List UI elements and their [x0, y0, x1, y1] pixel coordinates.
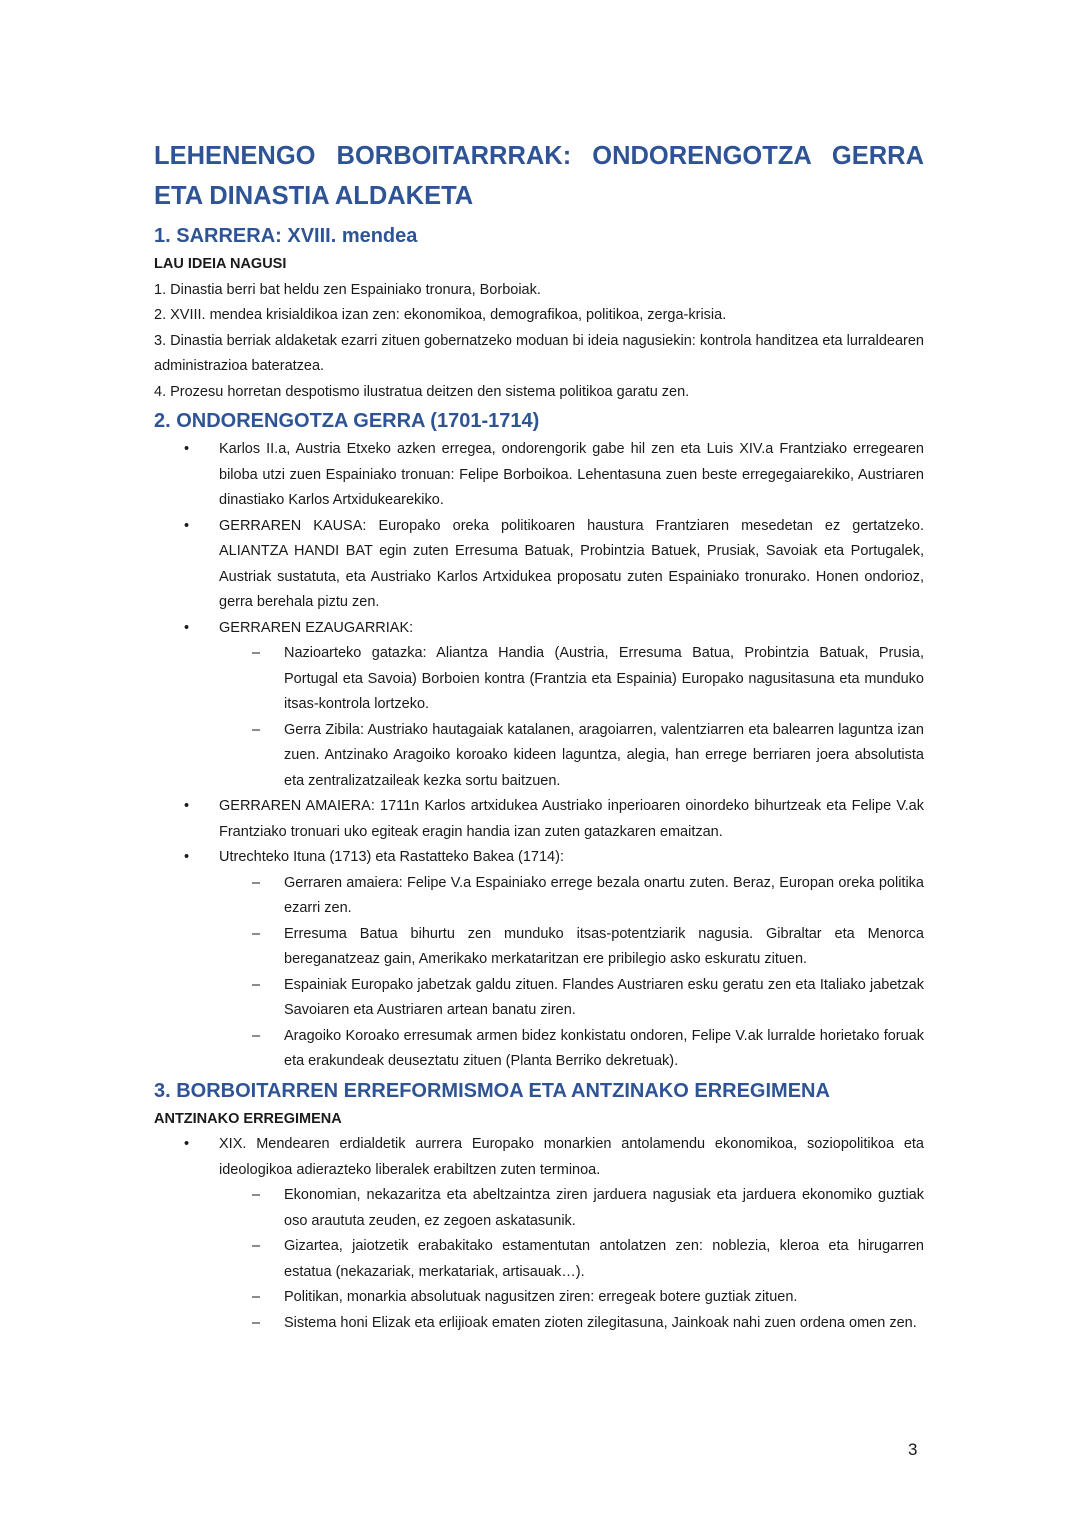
sub-list-item — [219, 922, 924, 973]
page-number: 3 — [908, 1440, 918, 1459]
main-idea-2: 2. XVIII. mendea krisialdikoa izan zen: ekonomikoa, demografikoa, politikoa, zerga-krisia. — [154, 307, 727, 323]
sub-list-item-text: Aragoiko Koroako erresumak armen bidez konkistatu ondoren, Felipe V.ak lurralde horietako foruak eta erakundeak deuseztatu zituen (Planta Berriko dekretuak). — [284, 1027, 924, 1069]
section-3-list — [154, 1132, 924, 1336]
sub-list-item — [219, 1234, 924, 1285]
bullet-icon: • — [184, 798, 190, 814]
list-item — [154, 845, 924, 1075]
sub-list-item-text: Sistema honi Elizak eta erlijioak ematen zioten zilegitasuna, Jainkoak nahi zuen ordena omen zen. — [284, 1314, 917, 1331]
sub-list-item — [219, 1024, 924, 1075]
main-idea-3: 3. Dinastia berriak aldaketak ezarri zituen gobernatzeko moduan bi ideia nagusiekin: kontrola handitzea eta lurraldearen administrazioa bateratzea. — [154, 332, 924, 374]
sub-list-item — [219, 973, 924, 1024]
dash-icon: – — [252, 1314, 261, 1331]
section-3-subheading: ANTZINAKO ERREGIMENA — [154, 1110, 342, 1127]
sub-list-item-text: Espainiak Europako jabetzak galdu zituen. Flandes Austriaren esku geratu zen eta Italiako jabetzak Savoiaren eta Austriaren artean banatu ziren. — [284, 976, 924, 1018]
section-2-list — [154, 437, 924, 1075]
sub-list-item-text: Ekonomian, nekazaritza eta abeltzaintza ziren jarduera nagusiak eta jarduera ekonomiko guztiak oso araututa zeuden, ez zegoen askatasunik. — [284, 1187, 924, 1229]
sub-list-item — [219, 1311, 924, 1337]
list-item-text: GERRAREN AMAIERA: 1711n Karlos artxidukea Austriako inperioaren oinordeko bihurtzeak eta Felipe V.ak Frantziako tronuari uko egiteak eragin handia izan zuten gatazkaren emaitzan. — [219, 798, 924, 840]
bullet-icon: • — [184, 849, 190, 865]
sub-list — [219, 1183, 924, 1336]
sub-list-item — [219, 1285, 924, 1311]
dash-icon: – — [252, 721, 261, 738]
sub-list-item — [219, 641, 924, 718]
dash-icon: – — [252, 1238, 261, 1254]
sub-list-item-text: Gerraren amaiera: Felipe V.a Espainiako errege bezala onartu zuten. Beraz, Europan oreka politika ezarri zen. — [284, 874, 924, 916]
sub-list-item-text: Gizartea, jaiotzetik erabakitako estamentutan antolatzen zen: noblezia, kleroa eta hirugarren estatua (nekazariak, merkatariak, artisauak…). — [284, 1238, 924, 1280]
sub-list-item-text: Erresuma Batua bihurtu zen munduko itsas-potentziarik nagusia. Gibraltar eta Menorca bereganatzeaz gain, Amerikako merkataritzan ere pribilegio asko eskuratu zituen. — [284, 925, 924, 967]
sub-list-item-text: Politikan, monarkia absolutuak nagusitzen ziren: erregeak botere guztiak zituen. — [284, 1289, 798, 1305]
section-1-heading: 1. SARRERA: XVIII. mendea — [154, 225, 418, 247]
bullet-icon: • — [184, 619, 190, 636]
bullet-icon: • — [184, 1136, 190, 1152]
section-3-heading: 3. BORBOITARREN ERREFORMISMOA ETA ANTZINAKO ERREGIMENA — [154, 1079, 830, 1102]
dash-icon: – — [252, 645, 261, 661]
list-item — [154, 514, 924, 616]
main-idea-4: 4. Prozesu horretan despotismo ilustratua deitzen den sistema politikoa garatu zen. — [154, 383, 690, 400]
sub-list-item — [219, 871, 924, 922]
section-1-subheading: LAU IDEIA NAGUSI — [154, 256, 287, 272]
dash-icon: – — [252, 1187, 261, 1203]
main-idea-1: 1. Dinastia berri bat heldu zen Espainiako tronura, Borboiak. — [154, 281, 541, 298]
document-title: LEHENENGO BORBOITARRRAK: ONDORENGOTZA GERRA ETA DINASTIA ALDAKETA — [154, 142, 924, 210]
sub-list-item-text: Nazioarteko gatazka: Aliantza Handia (Austria, Erresuma Batua, Probintzia Batuak, Prusia, Portugal eta Savoia) Borboien kontra (Frantzia eta Espainia) Europako nagusitasuna eta munduko itsas-kontrola lortzeko. — [284, 645, 924, 712]
dash-icon: – — [252, 976, 261, 993]
list-item-text: GERRAREN KAUSA: Europako oreka politikoaren haustura Frantziaren mesedetan ez gertatzeko. ALIANTZA HANDI BAT egin zuten Erresuma Batuak, Probintzia Batuek, Prusiak, Savoiak eta Portugalek, Austriak sustatuta, eta Austriako Karlos Artxidukea proposatu zuten Espainiako tronurako. Honen ondorioz, gerra berehala piztu zen. — [219, 517, 924, 610]
list-item — [154, 1132, 924, 1336]
sub-list-item — [219, 718, 924, 795]
dash-icon: – — [252, 1027, 261, 1044]
section-2-heading: 2. ONDORENGOTZA GERRA (1701-1714) — [154, 410, 540, 432]
list-item — [154, 794, 924, 845]
list-item-text: Utrechteko Ituna (1713) eta Rastatteko Bakea (1714): — [219, 849, 564, 865]
list-item-text: GERRAREN EZAUGARRIAK: — [219, 619, 414, 636]
list-item-text: Karlos II.a, Austria Etxeko azken erregea, ondorengorik gabe hil zen eta Luis XIV.a Frantziako erregearen biloba utzi zuen Espainiako tronuan: Felipe Borboikoa. Lehentasuna zuen beste erregegaiarekiko, Austriaren dinastiako Karlos Artxidukearekiko. — [219, 441, 924, 508]
list-item — [154, 437, 924, 514]
sub-list — [219, 641, 924, 794]
bullet-icon: • — [184, 441, 190, 457]
sub-list — [219, 871, 924, 1075]
list-item — [154, 616, 924, 795]
dash-icon: – — [252, 925, 261, 942]
list-item-text: XIX. Mendearen erdialdetik aurrera Europako monarkien antolamendu ekonomikoa, soziopolitikoa eta ideologikoa adierazteko liberalek erabiltzen zuten terminoa. — [219, 1136, 924, 1178]
bullet-icon: • — [184, 517, 190, 534]
page-content — [154, 136, 924, 1336]
dash-icon: – — [252, 1289, 261, 1305]
sub-list-item-text: Gerra Zibila: Austriako hautagaiak katalanen, aragoiarren, valentziarren eta balearren laguntza izan zuen. Antzinako Aragoiko koroako kideen laguntza, alegia, han errege berriaren joera absolutista eta zentralizatzaileak kezka sortu baitzuen. — [284, 721, 924, 789]
sub-list-item — [219, 1183, 924, 1234]
dash-icon: – — [252, 874, 261, 891]
